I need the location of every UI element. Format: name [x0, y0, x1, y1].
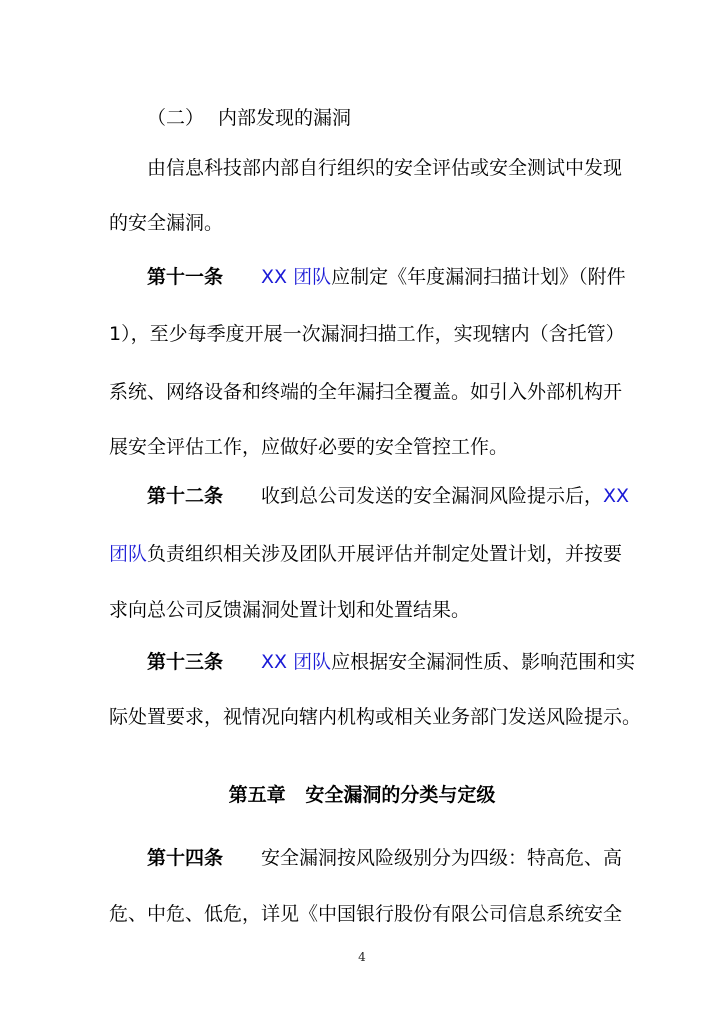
team-name: XX	[603, 485, 630, 507]
article-title: 第十三条	[147, 651, 224, 673]
paragraph-line: 展安全评估工作，应做好必要的安全管控工作。	[109, 436, 509, 458]
team-name: 团队	[109, 543, 148, 565]
paragraph-line: 的安全漏洞。	[109, 212, 224, 234]
paragraph-line: 危、中危、低危，详见《中国银行股份有限公司信息系统安全	[109, 903, 623, 925]
paragraph-line: 系统、网络设备和终端的全年漏扫全覆盖。如引入外部机构开	[109, 381, 623, 403]
article-text: 应根据安全漏洞性质、影响范围和实	[331, 651, 636, 673]
team-name: XX 团队	[261, 266, 332, 288]
section-title: 内部发现的漏洞	[218, 107, 352, 129]
article-text: 收到总公司发送的安全漏洞风险提示后，	[261, 485, 604, 507]
article-14-line-1	[147, 846, 622, 870]
paragraph-line: 际处置要求，视情况向辖内机构或相关业务部门发送风险提示。	[109, 706, 642, 728]
paragraph-line: 由信息科技部内部自行组织的安全评估或安全测试中发现	[147, 157, 623, 179]
section-heading	[147, 106, 351, 130]
article-title: 第十一条	[147, 266, 224, 288]
paragraph-line: 求向总公司反馈漏洞处置计划和处置结果。	[109, 599, 471, 621]
page-number: 4	[358, 950, 366, 964]
team-name: XX 团队	[261, 651, 332, 673]
article-title: 第十二条	[147, 485, 224, 507]
section-label: （二）	[147, 107, 205, 129]
article-text: 应制定《年度漏洞扫描计划》（附件	[331, 266, 626, 288]
paragraph-line: 1），至少每季度开展一次漏洞扫描工作，实现辖内（含托管）	[109, 323, 625, 345]
article-13-line-1	[147, 650, 635, 674]
article-text: 安全漏洞按风险级别分为四级：特高危、高	[261, 847, 623, 869]
chapter-heading: 第五章 安全漏洞的分类与定级	[228, 784, 496, 806]
article-12-line-1	[147, 484, 630, 508]
article-title: 第十四条	[147, 847, 224, 869]
article-text: 负责组织相关涉及团队开展评估并制定处置计划，并按要	[147, 543, 623, 565]
article-12-line-2	[109, 542, 623, 566]
article-11-line-1	[147, 265, 626, 289]
